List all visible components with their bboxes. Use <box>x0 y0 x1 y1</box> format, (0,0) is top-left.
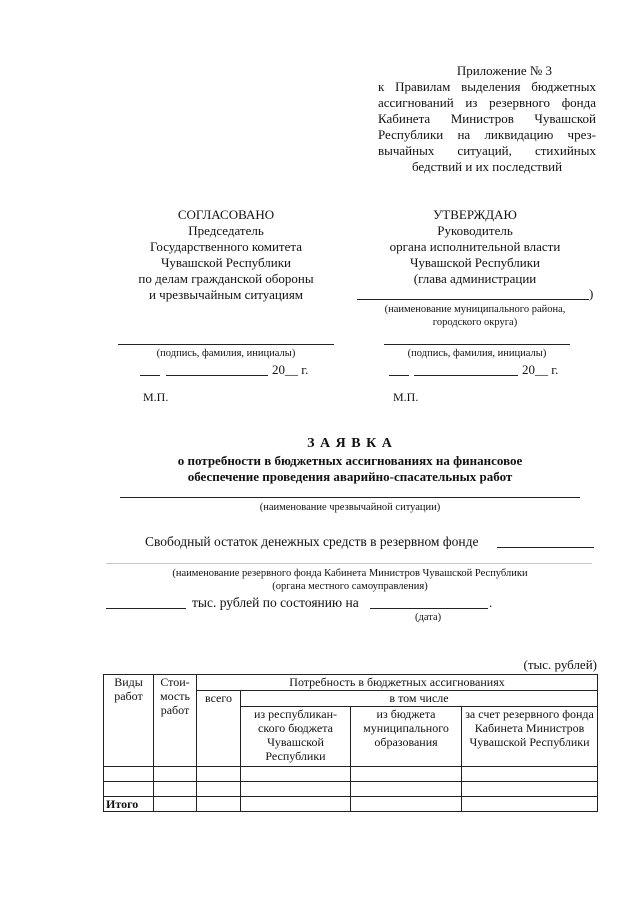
table-cell[interactable] <box>104 767 154 782</box>
right-stamp: М.П. <box>393 390 419 404</box>
balance-amount-line[interactable] <box>497 547 594 548</box>
table-cell[interactable] <box>241 767 351 782</box>
fund-caption-line: (наименование резервного фонда Кабинета Министров Чувашской Республики <box>172 568 528 579</box>
table-cell[interactable] <box>154 782 197 797</box>
amount-line[interactable] <box>106 608 186 609</box>
table-cell[interactable] <box>241 782 351 797</box>
emergency-caption: (наименование чрезвычайной ситуации) <box>259 502 441 513</box>
table-cell[interactable] <box>351 767 462 782</box>
appendix-line: вычайных ситуаций, стихийных <box>378 143 596 158</box>
balance-text: Свободный остаток денежных средств в резервном фонде <box>145 534 479 549</box>
table-cell[interactable] <box>154 797 197 812</box>
request-subtitle-line: обеспечение проведения аварийно-спасательных работ <box>187 469 513 484</box>
table-cell[interactable] <box>197 767 241 782</box>
right-month-line[interactable] <box>414 375 518 376</box>
fund-caption <box>100 567 600 593</box>
table-cell[interactable] <box>197 782 241 797</box>
approval-left-heading: СОГЛАСОВАНО <box>177 207 275 222</box>
appendix-line: ассигнований из резервного фонда <box>378 95 596 110</box>
header-reserve-fund: за счет резервного фонда Кабинета Министров Чувашской Республики <box>462 707 598 767</box>
total-label: Итого <box>104 797 154 812</box>
appendix-title: Приложение № 3 <box>456 63 552 78</box>
left-day-line[interactable] <box>140 375 160 376</box>
date-caption: (дата) <box>415 612 442 623</box>
approval-right-line: органа исполнительной власти <box>389 239 561 254</box>
fund-name-line[interactable] <box>106 563 592 564</box>
table-cell[interactable] <box>462 767 598 782</box>
right-name-caption <box>357 303 593 329</box>
appendix-text <box>378 79 596 175</box>
left-stamp: М.П. <box>143 390 169 404</box>
table-cell[interactable] <box>104 782 154 797</box>
header-including: в том числе <box>241 691 598 707</box>
right-signature-line[interactable] <box>384 344 570 345</box>
right-municipality-line[interactable] <box>357 299 589 300</box>
header-republic-budget: из республикан-ского бюджета Чувашской Республики <box>241 707 351 767</box>
amount-end: . <box>489 595 493 610</box>
approval-left-line: Председатель <box>188 223 264 238</box>
table-cell[interactable] <box>154 767 197 782</box>
approval-right-line: (глава администрации <box>413 271 537 286</box>
request-title: З А Я В К А <box>307 436 393 451</box>
table-cell[interactable] <box>351 797 462 812</box>
right-name-caption-line: (наименование муниципального района, <box>384 304 566 315</box>
left-signature-caption: (подпись, фамилия, инициалы) <box>156 348 296 359</box>
header-need: Потребность в бюджетных ассигнованиях <box>197 675 598 691</box>
request-subtitle <box>100 453 600 485</box>
header-cost: Стои-мость работ <box>154 675 197 767</box>
amount-text: тыс. рублей по состоянию на <box>192 595 359 610</box>
approval-left-line: Чувашской Республики <box>160 255 292 270</box>
right-close-paren: ) <box>589 286 594 301</box>
balance-date-line[interactable] <box>370 608 488 609</box>
approval-right-line: Чувашской Республики <box>409 255 541 270</box>
table-cell[interactable] <box>197 797 241 812</box>
approval-right-line: Руководитель <box>437 223 513 238</box>
table-row <box>104 767 598 782</box>
left-month-line[interactable] <box>166 375 268 376</box>
table-cell[interactable] <box>462 797 598 812</box>
table-unit: (тыс. рублей) <box>523 657 597 672</box>
appendix-line: Республики на ликвидацию чрез- <box>378 127 596 142</box>
header-total: всего <box>197 691 241 767</box>
approval-left-line: Государственного комитета <box>150 239 302 254</box>
approval-left <box>118 207 334 303</box>
fund-caption-line: (органа местного самоуправления) <box>272 581 428 592</box>
table-cell[interactable] <box>241 797 351 812</box>
emergency-name-line[interactable] <box>120 497 580 498</box>
request-subtitle-line: о потребности в бюджетных ассигнованиях на финансовое <box>177 453 523 468</box>
header-works: Виды работ <box>104 675 154 767</box>
request-table <box>103 674 598 812</box>
table-cell[interactable] <box>462 782 598 797</box>
table-row <box>104 782 598 797</box>
table-cell[interactable] <box>351 782 462 797</box>
table-total-row <box>104 797 598 812</box>
approval-left-line: по делам гражданской обороны <box>138 271 314 286</box>
left-date-year: 20__ г. <box>272 362 309 377</box>
approval-left-line: и чрезвычайным ситуациям <box>148 287 304 302</box>
right-signature-caption: (подпись, фамилия, инициалы) <box>407 348 547 359</box>
header-municipal-budget: из бюджета муниципального образования <box>351 707 462 767</box>
right-name-caption-line: городского округа) <box>432 317 518 328</box>
right-date-year: 20__ г. <box>522 362 559 377</box>
right-day-line[interactable] <box>389 375 409 376</box>
appendix-line: к Правилам выделения бюджетных <box>378 79 596 94</box>
approval-right-heading: УТВЕРЖДАЮ <box>433 207 517 222</box>
left-signature-line[interactable] <box>118 344 334 345</box>
appendix-line: Кабинета Министров Чувашской <box>378 111 596 126</box>
appendix-line: бедствий и их последствий <box>411 159 563 174</box>
approval-right <box>360 207 590 287</box>
